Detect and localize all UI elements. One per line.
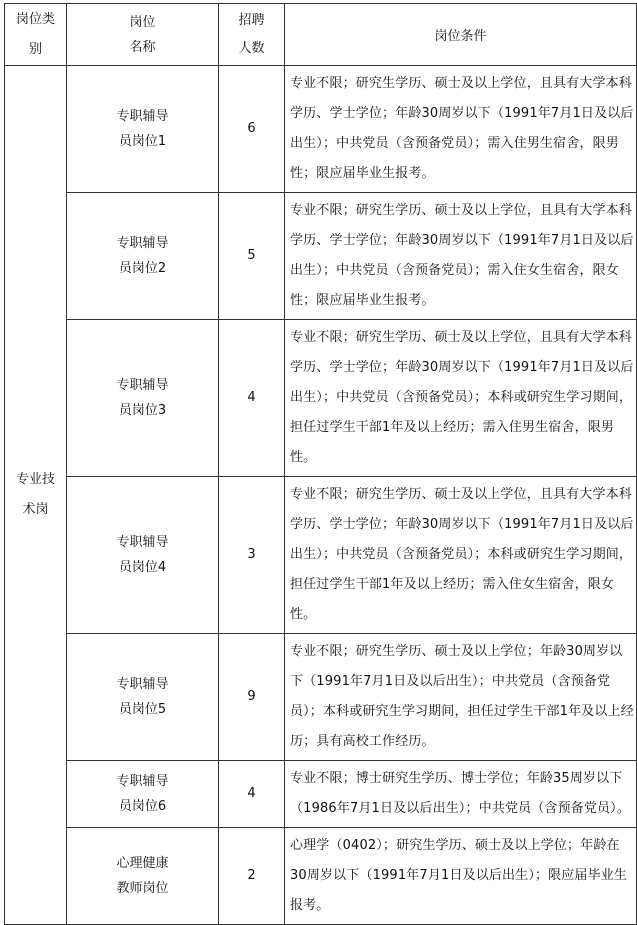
table-body (5, 66, 637, 925)
position-count: 5 (219, 193, 285, 320)
position-count: 6 (219, 66, 285, 193)
position-name-line1: 专职辅导 (116, 774, 169, 789)
position-name (67, 634, 219, 761)
table-row (5, 761, 637, 828)
table-row (5, 320, 637, 477)
header-conditions: 岗位条件 (285, 4, 637, 66)
position-name (67, 66, 219, 193)
category-line2: 术岗 (22, 502, 49, 517)
position-name-line2: 员岗位3 (118, 403, 167, 418)
position-name-line2: 员岗位6 (118, 799, 167, 814)
position-name-line1: 专职辅导 (116, 535, 169, 550)
header-name-line2: 名称 (129, 39, 156, 55)
position-name (67, 320, 219, 477)
position-name-line2: 员岗位2 (118, 261, 167, 276)
position-count: 4 (219, 761, 285, 828)
table-row (5, 193, 637, 320)
table-header (5, 4, 637, 66)
header-name-line1: 岗位 (129, 14, 156, 30)
category-line1: 专业技 (15, 472, 55, 487)
position-conditions: 专业不限；博士研究生学历、博士学位；年龄35周岁以下（1986年7月1日及以后出生）；中共党员（含预备党员）。 (285, 761, 637, 828)
position-count: 4 (219, 320, 285, 477)
position-conditions: 专业不限；研究生学历、硕士及以上学位，且具有大学本科学历、学士学位；年龄30周岁以下（1991年7月1日及以后出生）；中共党员（含预备党员）；需入住女生宿舍，限女性；限应届毕业生报考。 (285, 193, 637, 320)
position-count: 9 (219, 634, 285, 761)
category-cell (5, 66, 67, 925)
header-count (219, 4, 285, 66)
position-name-line1: 专职辅导 (116, 677, 169, 692)
position-count: 3 (219, 477, 285, 634)
header-row (5, 4, 637, 66)
table-row (5, 66, 637, 193)
position-name-line2: 员岗位1 (118, 134, 167, 149)
position-name (67, 477, 219, 634)
position-conditions: 专业不限；研究生学历、硕士及以上学位，且具有大学本科学历、学士学位；年龄30周岁以下（1991年7月1日及以后出生）；中共党员（含预备党员）；本科或研究生学习期间，担任过学生干部1年及以上经历；需入住男生宿舍，限男性。 (285, 320, 637, 477)
position-name-line2: 员岗位5 (118, 702, 167, 717)
position-name (67, 761, 219, 828)
header-category-line1: 岗位类 (15, 11, 55, 27)
position-name-line1: 专职辅导 (116, 236, 169, 251)
position-conditions: 专业不限；研究生学历、硕士及以上学位；年龄30周岁以下（1991年7月1日及以后出生）；中共党员（含预备党员）；本科或研究生学习期间，担任过学生干部1年及以上经历；具有高校工作经历。 (285, 634, 637, 761)
header-category-line2: 别 (28, 41, 42, 57)
position-name (67, 193, 219, 320)
table-row (5, 828, 637, 925)
header-count-line2: 人数 (238, 40, 265, 56)
position-name-line1: 专职辅导 (116, 378, 169, 393)
table-row (5, 477, 637, 634)
position-conditions: 心理学（0402）；研究生学历、硕士及以上学位；年龄在30周岁以下（1991年7月1日及以后出生）；限应届毕业生报考。 (285, 828, 637, 925)
position-name (67, 828, 219, 925)
position-name-line1: 心理健康 (116, 856, 169, 871)
header-name (67, 4, 219, 66)
position-name-line2: 员岗位4 (118, 560, 167, 575)
header-count-line1: 招聘 (238, 12, 265, 28)
recruitment-table (4, 3, 637, 925)
position-name-line1: 专职辅导 (116, 109, 169, 124)
position-count: 2 (219, 828, 285, 925)
table-row (5, 634, 637, 761)
position-conditions: 专业不限；研究生学历、硕士及以上学位，且具有大学本科学历、学士学位；年龄30周岁以下（1991年7月1日及以后出生）；中共党员（含预备党员）；本科或研究生学习期间，担任过学生干部1年及以上经历；需入住女生宿舍，限女性。 (285, 477, 637, 634)
position-name-line2: 教师岗位 (116, 881, 169, 896)
header-category (5, 4, 67, 66)
position-conditions: 专业不限；研究生学历、硕士及以上学位，且具有大学本科学历、学士学位；年龄30周岁以下（1991年7月1日及以后出生）；中共党员（含预备党员）；需入住男生宿舍，限男性；限应届毕业生报考。 (285, 66, 637, 193)
